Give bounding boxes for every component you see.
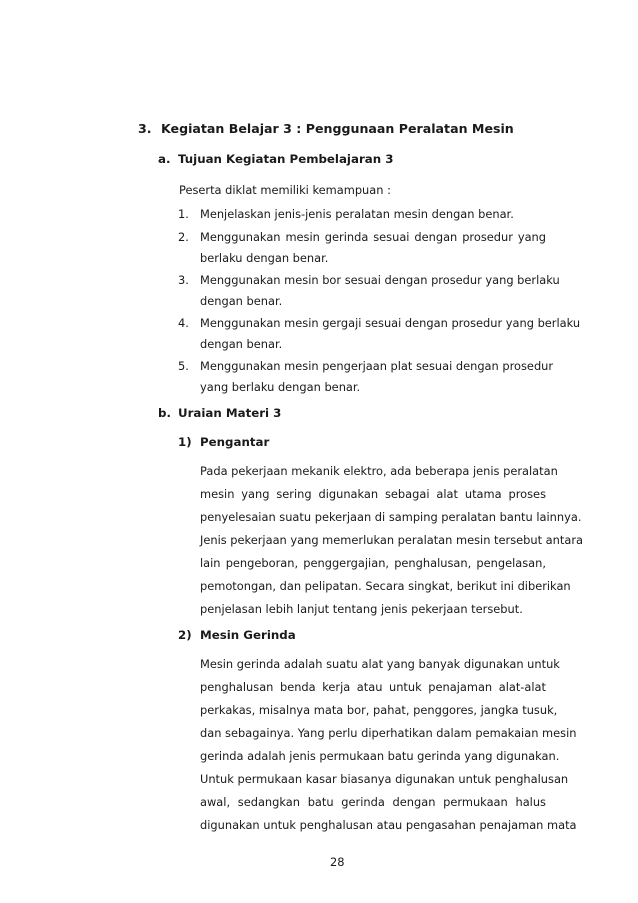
page-number: 28 <box>330 855 345 869</box>
list-item-text: Menggunakan mesin bor sesuai dengan prosedur yang berlaku <box>200 273 560 287</box>
paragraph-line: gerinda adalah jenis permukaan batu gerinda yang digunakan. <box>200 749 560 763</box>
section-title: Kegiatan Belajar 3 : Penggunaan Peralatan Mesin <box>161 121 514 136</box>
subsection-b-title: Uraian Materi 3 <box>178 406 282 420</box>
list-item-text: berlaku dengan benar. <box>200 251 329 265</box>
paragraph-line: digunakan untuk penghalusan atau pengasahan penajaman mata <box>200 818 577 832</box>
list-item-text: Menggunakan mesin gerinda sesuai dengan prosedur yang <box>200 230 546 244</box>
paragraph-line: Pada pekerjaan mekanik elektro, ada beberapa jenis peralatan <box>200 464 558 478</box>
list-item-text: dengan benar. <box>200 294 283 308</box>
paragraph-line: Jenis pekerjaan yang memerlukan peralatan mesin tersebut antara <box>200 533 583 547</box>
paragraph-line: lain pengeboran, penggergajian, penghalusan, pengelasan, <box>200 556 546 570</box>
subsection-b-marker: b. <box>158 406 171 420</box>
paragraph-line: awal, sedangkan batu gerinda dengan permukaan halus <box>200 795 546 809</box>
list-item-number: 2. <box>178 230 189 244</box>
subsection-a-marker: a. <box>158 152 171 166</box>
section-number: 3. <box>138 121 152 136</box>
list-item-number: 1. <box>178 207 189 221</box>
part-number: 1) <box>178 435 192 449</box>
list-item-text: dengan benar. <box>200 337 283 351</box>
paragraph-line: penghalusan benda kerja atau untuk penajaman alat-alat <box>200 680 546 694</box>
part-title: Mesin Gerinda <box>200 628 296 642</box>
paragraph-line: penyelesaian suatu pekerjaan di samping peralatan bantu lainnya. <box>200 510 582 524</box>
part-title: Pengantar <box>200 435 270 449</box>
paragraph-line: dan sebagainya. Yang perlu diperhatikan dalam pemakaian mesin <box>200 726 577 740</box>
paragraph-line: perkakas, misalnya mata bor, pahat, penggores, jangka tusuk, <box>200 703 558 717</box>
list-item-number: 4. <box>178 316 189 330</box>
list-item-text: Menggunakan mesin pengerjaan plat sesuai dengan prosedur <box>200 359 554 373</box>
list-item-text: Menggunakan mesin gergaji sesuai dengan prosedur yang berlaku <box>200 316 581 330</box>
paragraph-line: Untuk permukaan kasar biasanya digunakan untuk penghalusan <box>200 772 569 786</box>
list-item-number: 5. <box>178 359 189 373</box>
paragraph-line: mesin yang sering digunakan sebagai alat utama proses <box>200 487 546 501</box>
list-item-number: 3. <box>178 273 189 287</box>
subsection-a-intro: Peserta diklat memiliki kemampuan : <box>179 183 391 197</box>
paragraph-line: penjelasan lebih lanjut tentang jenis pekerjaan tersebut. <box>200 602 523 616</box>
paragraph-line: pemotongan, dan pelipatan. Secara singkat, berikut ini diberikan <box>200 579 571 593</box>
list-item-text: Menjelaskan jenis-jenis peralatan mesin dengan benar. <box>200 207 514 221</box>
subsection-a-title: Tujuan Kegiatan Pembelajaran 3 <box>178 152 394 166</box>
paragraph-line: Mesin gerinda adalah suatu alat yang banyak digunakan untuk <box>200 657 560 671</box>
part-number: 2) <box>178 628 192 642</box>
list-item-text: yang berlaku dengan benar. <box>200 380 361 394</box>
